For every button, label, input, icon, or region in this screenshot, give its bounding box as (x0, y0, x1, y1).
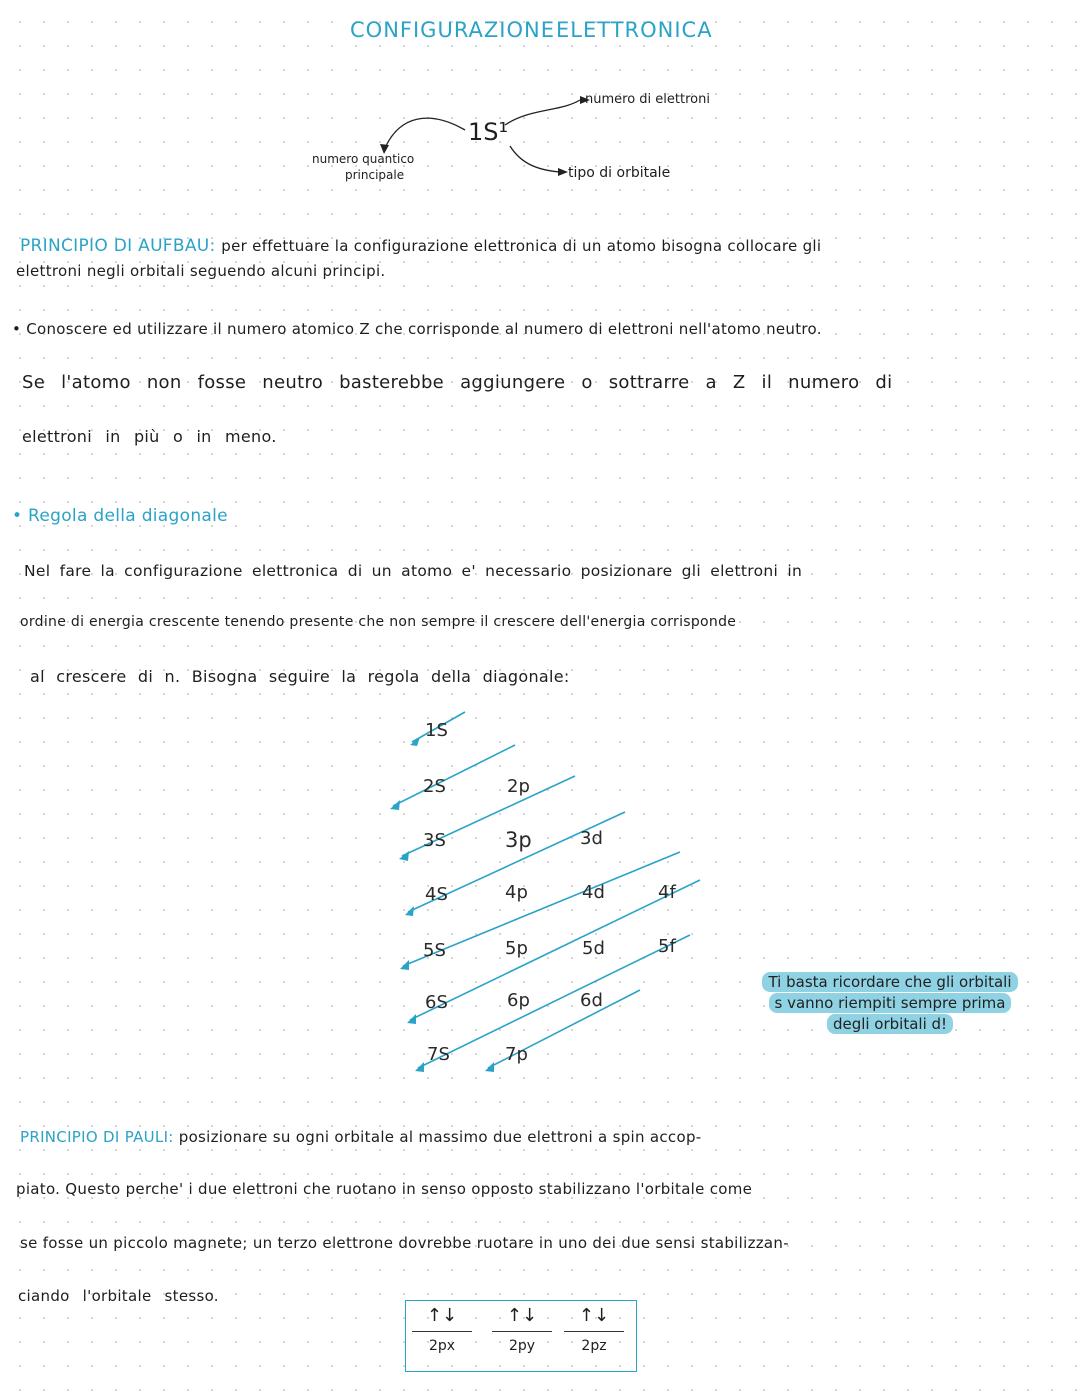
head-7 (415, 1062, 424, 1072)
orbital-7s: 7S (427, 1044, 450, 1065)
orbital-3p: 3p (505, 828, 532, 852)
orbital-1s: 1S (425, 720, 448, 741)
orbital-box-2pz (564, 1305, 624, 1354)
pauli-text-4: ciando l'orbitale stesso. (18, 1287, 219, 1305)
orbital-label-2pz: 2pz (581, 1338, 607, 1354)
orbital-3s: 3S (423, 830, 446, 851)
aufbau-text-2: elettroni negli orbitali seguendo alcuni principi. (16, 262, 386, 280)
diag-2s (393, 745, 515, 806)
orbital-box-2px (412, 1305, 472, 1354)
spin-arrows-2px: ↑↓ (412, 1305, 472, 1332)
orbital-4d: 4d (582, 882, 605, 903)
orbital-6s: 6S (425, 992, 448, 1013)
orbital-2s: 2S (423, 776, 446, 797)
spin-arrows-2py: ↑↓ (492, 1305, 552, 1332)
head-2 (390, 800, 400, 810)
arrow-electrons (505, 100, 580, 125)
pauli-text-2: piato. Questo perche' i due elettroni che ruotano in senso opposto stabilizzano l'orbitale come (16, 1180, 753, 1198)
orbital-3d: 3d (580, 828, 603, 849)
arrowhead-orbital (558, 168, 568, 176)
orbital-label-2px: 2px (428, 1338, 456, 1354)
orbital-box-2py (492, 1305, 552, 1354)
orbital-label-2py: 2py (508, 1338, 536, 1354)
head-5 (400, 960, 409, 970)
arrow-orbital (510, 146, 560, 172)
title-left: CONFIGURAZIONE (350, 18, 556, 42)
notation-symbol: 1S¹ (468, 118, 509, 146)
tip-line-1: Ti basta ricordare che gli orbitali (762, 972, 1017, 992)
orbital-boxes (405, 1300, 637, 1372)
diag-7s (418, 935, 690, 1068)
pauli-paragraph-line1 (20, 1128, 701, 1146)
spin-arrows-2pz: ↑↓ (564, 1305, 624, 1332)
orbital-5s: 5S (423, 940, 446, 961)
head-1 (410, 737, 420, 746)
orbital-4p: 4p (505, 882, 528, 903)
diagonal-line-3: al crescere di n. Bisogna seguire la regola della diagonale: (30, 667, 570, 686)
orbital-6d: 6d (580, 990, 603, 1011)
aufbau-heading: PRINCIPIO DI AUFBAU: (20, 236, 216, 256)
diagonal-heading: • Regola della diagonale (12, 506, 228, 526)
orbital-5d: 5d (582, 938, 605, 959)
tip-line-2: s vanno riempiti sempre prima (769, 993, 1012, 1013)
orbital-6p: 6p (507, 990, 530, 1011)
atomic-line-3: elettroni in più o in meno. (22, 427, 277, 446)
head-3 (399, 851, 409, 861)
orbital-2p: 2p (507, 776, 530, 797)
diag-6s (410, 880, 700, 1020)
head-8 (485, 1062, 494, 1072)
head-6 (407, 1014, 416, 1024)
orbital-4f: 4f (658, 882, 676, 903)
tip-note (710, 972, 1070, 1035)
pauli-text-1: posizionare su ogni orbitale al massimo due elettroni a spin accop- (178, 1128, 702, 1146)
pauli-heading: PRINCIPIO DI PAULI: (20, 1128, 174, 1146)
diagonal-line-1: Nel fare la configurazione elettronica di un atomo e' necessario posizionare gli elettroni in (24, 562, 803, 580)
head-4 (405, 906, 414, 916)
orbital-7p: 7p (505, 1044, 528, 1065)
title-right: ELETTRONICA (556, 18, 713, 42)
tip-line-3: degli orbitali d! (827, 1014, 953, 1034)
label-quantum-1: numero quantico (312, 152, 415, 166)
label-orbital-type: tipo di orbitale (568, 165, 671, 181)
atomic-line-1: • Conoscere ed utilizzare il numero atomico Z che corrisponde al numero di elettroni nell'atomo neutro. (12, 320, 822, 338)
diagonal-line-2: ordine di energia crescente tenendo presente che non sempre il crescere dell'energia corrisponde (20, 614, 737, 630)
pauli-text-3: se fosse un piccolo magnete; un terzo elettrone dovrebbe ruotare in uno dei due sensi stabilizzan- (20, 1234, 789, 1252)
orbital-4s: 4S (425, 884, 448, 905)
aufbau-text-1: per effettuare la configurazione elettronica di un atomo bisogna collocare gli (221, 237, 822, 255)
orbital-5f: 5f (658, 936, 676, 957)
arrow-quantum (385, 118, 465, 148)
label-quantum-2: principale (345, 168, 405, 182)
label-electrons: numero di elettroni (585, 92, 710, 107)
atomic-line-2: Se l'atomo non fosse neutro basterebbe aggiungere o sottrarre a Z il numero di (22, 372, 893, 393)
orbital-5p: 5p (505, 938, 528, 959)
aufbau-paragraph-line1 (20, 236, 821, 256)
